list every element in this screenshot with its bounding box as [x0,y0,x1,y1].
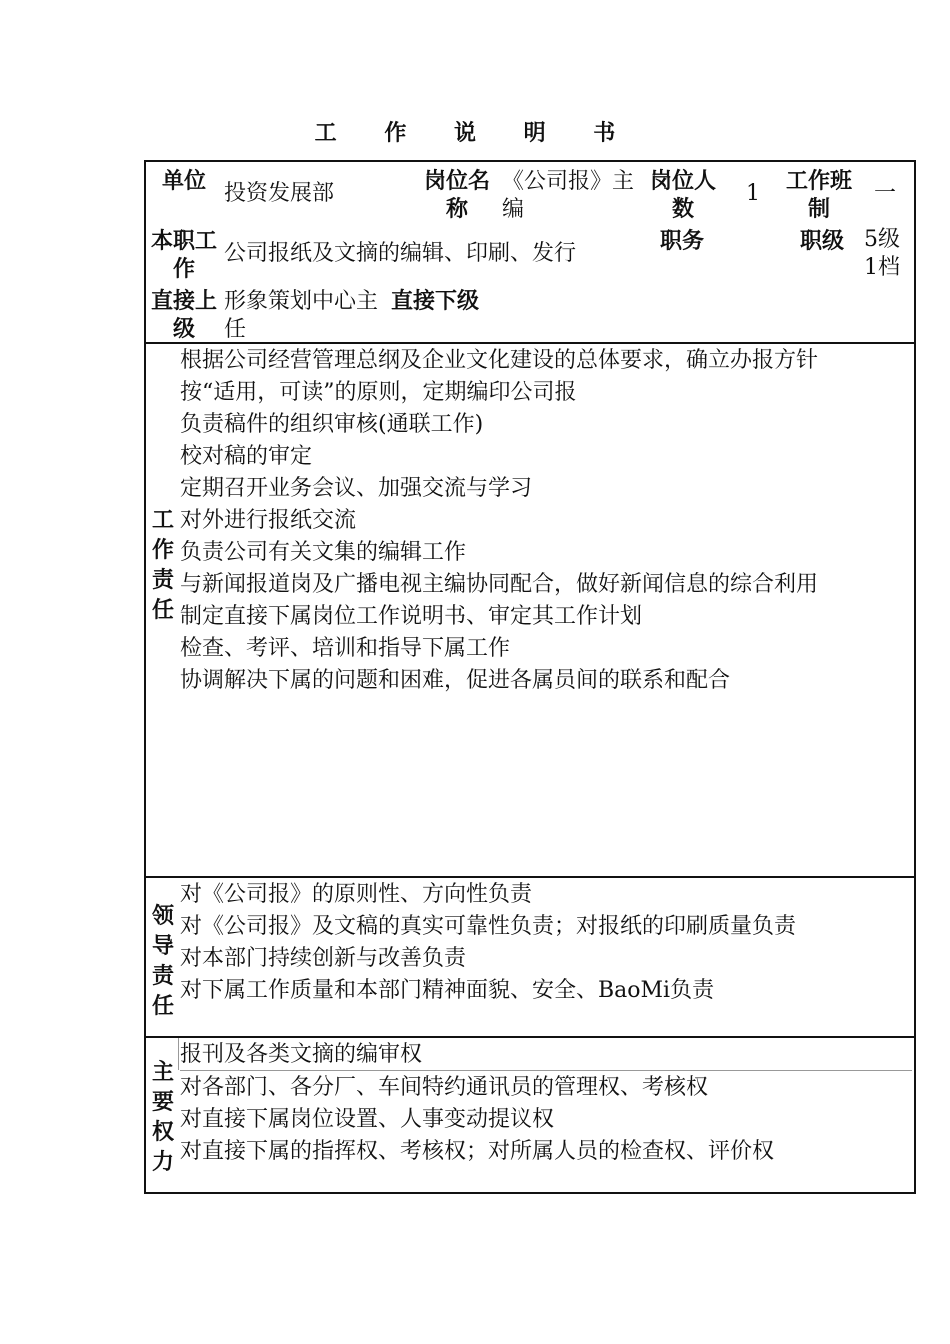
list-item: 按“适用，可读”的原则，定期编印公司报 [180,380,577,405]
list-item: 对直接下属的指挥权、考核权；对所属人员的检查权、评价权 [180,1139,775,1164]
list-item: 对下属工作质量和本部门精神面貌、安全、BaoMi负责 [180,978,715,1003]
grade-value: 5级1档 [864,227,900,280]
responsibilities-list [180,346,912,696]
list-item: 对本部门持续创新与改善负责 [180,946,467,971]
list-item: 对各部门、各分厂、车间特约通讯员的管理权、考核权 [180,1075,709,1100]
list-item: 对外进行报纸交流 [180,508,357,533]
responsibilities-label: 工作责任 [151,508,174,623]
list-item: 报刊及各类文摘的编审权 [180,1040,912,1071]
list-item: 检查、考评、培训和指导下属工作 [180,636,511,661]
shift-value: 一 [874,181,897,206]
work-value: 公司报纸及文摘的编辑、印刷、发行 [224,241,577,266]
work-label: 本职工作 [150,229,217,282]
list-item: 制定直接下属岗位工作说明书、审定其工作计划 [180,604,643,629]
job-description-table [144,160,916,1194]
authority-label: 主要权力 [151,1060,174,1175]
list-item: 负责公司有关文集的编辑工作 [180,540,467,565]
leadership-list [180,880,912,1006]
list-item: 对直接下属岗位设置、人事变动提议权 [180,1107,555,1132]
duty-label: 职务 [660,229,705,254]
list-item: 根据公司经营管理总纲及企业文化建设的总体要求，确立办报方针 [180,348,819,373]
list-item: 对《公司报》及文稿的真实可靠性负责；对报纸的印刷质量负责 [180,914,797,939]
divider-responsibilities [146,876,914,878]
authority-list [180,1040,912,1167]
shift-label: 工作班制 [786,169,853,222]
leadership-label: 领导责任 [151,904,174,1019]
list-item: 定期召开业务会议、加强交流与学习 [180,476,533,501]
superior-label: 直接上级 [150,289,217,342]
list-item: 校对稿的审定 [180,444,313,469]
post-name-value: 《公司报》主编 [502,169,635,222]
list-item: 负责稿件的组织审核(通联工作) [180,412,484,437]
post-count-value: 1 [746,181,760,206]
subordinate-label: 直接下级 [390,289,479,314]
divider-leadership [146,1036,914,1038]
unit-value: 投资发展部 [224,181,335,206]
post-name-label: 岗位名称 [423,169,490,222]
cell-border [178,1038,179,1070]
unit-label: 单位 [161,169,206,194]
list-item: 协调解决下属的问题和困难，促进各属员间的联系和配合 [180,668,731,693]
list-item: 与新闻报道岗及广播电视主编协同配合，做好新闻信息的综合利用 [180,572,819,597]
post-count-label: 岗位人数 [649,169,716,222]
superior-value: 形象策划中心主任 [224,289,379,342]
grade-label: 职级 [800,229,845,254]
document-title: 工 作 说 明 书 [314,121,636,146]
list-item: 对《公司报》的原则性、方向性负责 [180,882,533,907]
divider-header [146,342,914,344]
